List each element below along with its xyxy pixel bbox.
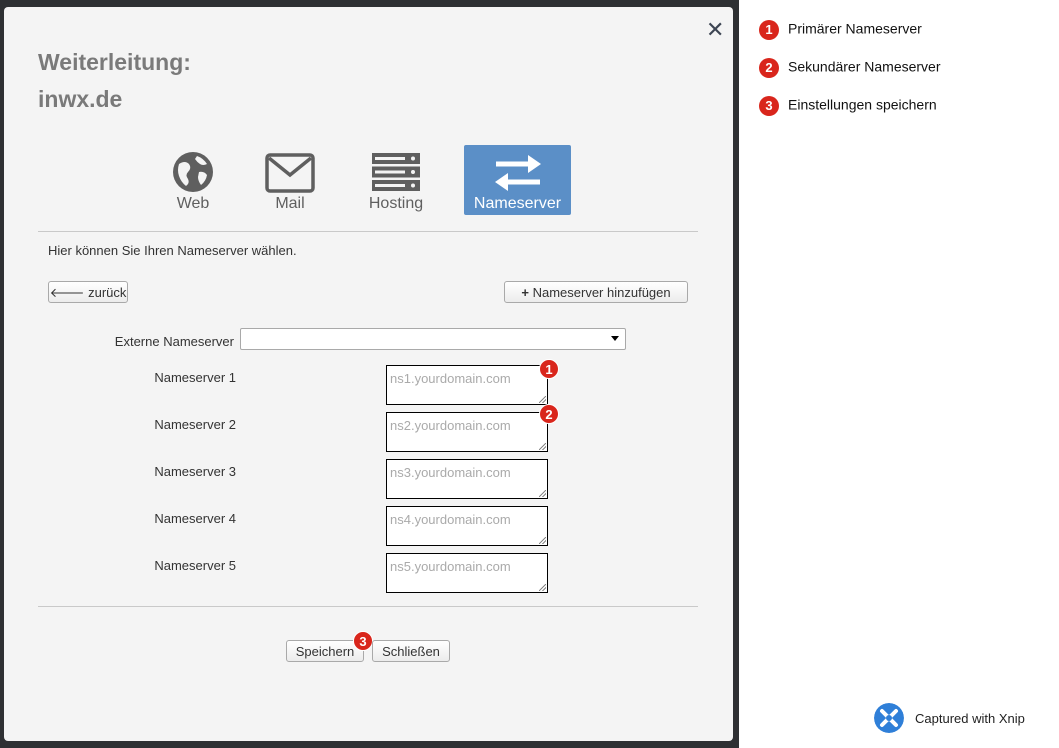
external-nameserver-label: Externe Nameserver <box>114 334 234 349</box>
add-nameserver-button[interactable] <box>504 281 688 303</box>
close-button[interactable]: Schließen <box>372 640 450 662</box>
legend-badge: 3 <box>759 96 779 116</box>
dialog-title: Weiterleitung: <box>38 49 191 75</box>
nameserver-2-label: Nameserver 2 <box>154 417 236 432</box>
divider <box>38 231 698 232</box>
legend-item-3 <box>759 96 937 116</box>
nameserver-1-field[interactable] <box>386 365 548 405</box>
service-tabs <box>4 145 733 217</box>
save-button[interactable]: Speichern <box>286 640 364 662</box>
legend-item-1 <box>759 20 922 40</box>
tab-mail[interactable] <box>254 145 326 215</box>
tab-label: Nameserver <box>473 195 562 212</box>
legend-text: Primärer Nameserver <box>788 20 922 37</box>
xnip-logo-icon <box>874 703 904 733</box>
domain-name: inwx.de <box>38 86 123 112</box>
close-icon[interactable]: ✕ <box>706 17 725 42</box>
nameserver-5-placeholder: ns5.yourdomain.com <box>390 559 511 574</box>
nameserver-2-placeholder: ns2.yourdomain.com <box>390 418 511 433</box>
watermark-text: Captured with Xnip <box>915 711 1025 726</box>
annotation-badge-3: 3 <box>353 631 373 651</box>
nameserver-5-label: Nameserver 5 <box>154 558 236 573</box>
divider <box>38 606 698 607</box>
envelope-icon <box>265 153 315 193</box>
back-button[interactable] <box>48 281 128 303</box>
globe-icon <box>171 150 215 194</box>
nameserver-1-placeholder: ns1.yourdomain.com <box>390 371 511 386</box>
nameserver-2-field[interactable] <box>386 412 548 452</box>
tab-label: Mail <box>275 195 305 212</box>
nameserver-4-label: Nameserver 4 <box>154 511 236 526</box>
nameserver-4-placeholder: ns4.yourdomain.com <box>390 512 511 527</box>
tab-label: Hosting <box>368 195 424 212</box>
annotation-badge-2: 2 <box>539 404 559 424</box>
nameserver-5-field[interactable] <box>386 553 548 593</box>
resize-handle-icon[interactable] <box>539 396 546 403</box>
resize-handle-icon[interactable] <box>539 490 546 497</box>
arrow-left-icon: 🡐 <box>49 285 85 300</box>
tab-nameserver[interactable] <box>464 145 571 215</box>
legend-text: Einstellungen speichern <box>788 96 937 113</box>
legend-text: Sekundärer Nameserver <box>788 58 941 75</box>
nameserver-3-field[interactable] <box>386 459 548 499</box>
add-nameserver-label: Nameserver hinzufügen <box>532 285 671 300</box>
dropdown-arrow-icon <box>611 336 619 341</box>
nameserver-3-placeholder: ns3.yourdomain.com <box>390 465 511 480</box>
legend-item-2 <box>759 58 941 78</box>
tab-hosting[interactable] <box>356 145 436 215</box>
external-nameserver-select[interactable] <box>240 328 626 350</box>
intro-text: Hier können Sie Ihren Nameserver wählen. <box>48 243 297 258</box>
nameserver-3-label: Nameserver 3 <box>154 464 236 479</box>
resize-handle-icon[interactable] <box>539 443 546 450</box>
legend-badge: 1 <box>759 20 779 40</box>
tab-web[interactable] <box>154 145 232 215</box>
resize-handle-icon[interactable] <box>539 537 546 544</box>
swap-arrows-icon <box>492 153 544 193</box>
forwarding-dialog <box>4 7 733 741</box>
plus-icon: + <box>521 285 529 300</box>
back-button-label: zurück <box>88 285 127 300</box>
legend-badge: 2 <box>759 58 779 78</box>
nameserver-4-field[interactable] <box>386 506 548 546</box>
tab-label: Web <box>176 195 210 212</box>
resize-handle-icon[interactable] <box>539 584 546 591</box>
nameserver-1-label: Nameserver 1 <box>154 370 236 385</box>
server-icon <box>371 152 421 192</box>
annotation-badge-1: 1 <box>539 359 559 379</box>
